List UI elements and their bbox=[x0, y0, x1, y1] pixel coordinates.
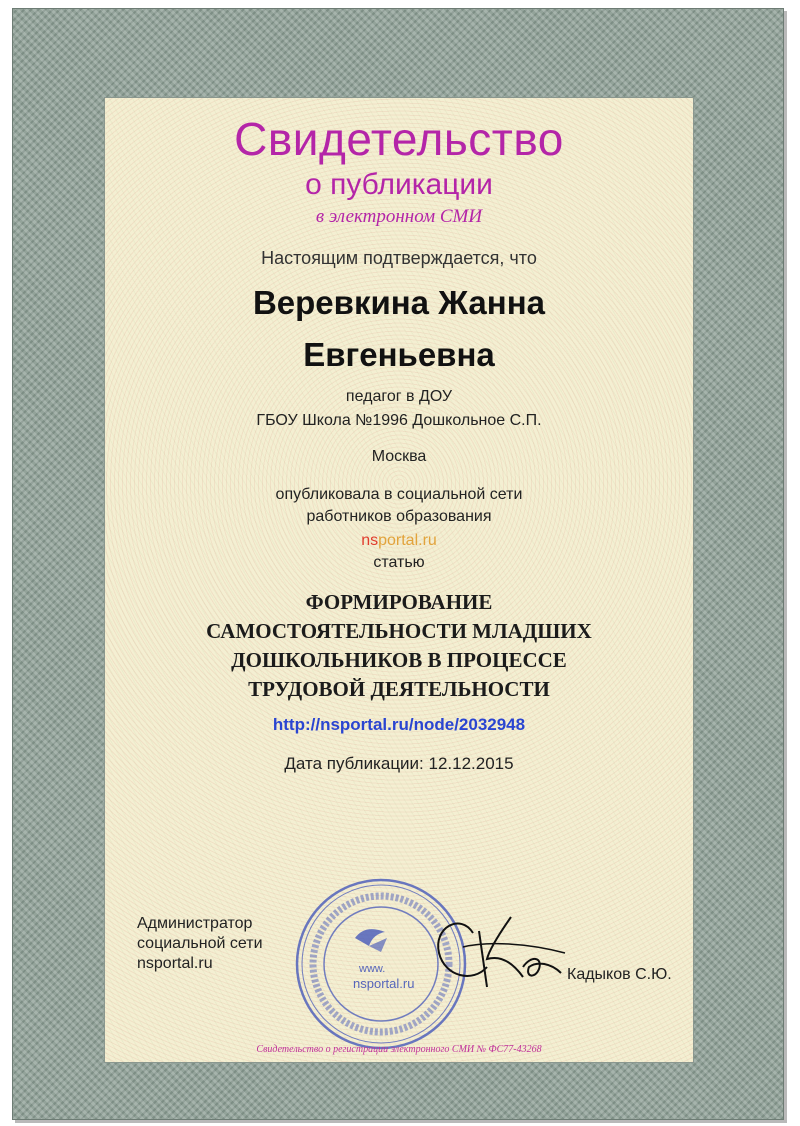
portal-name bbox=[105, 532, 693, 550]
article-title bbox=[165, 588, 633, 704]
publication-date: Дата публикации: 12.12.2015 bbox=[284, 754, 514, 773]
confirm-text: Настоящим подтверждается, что bbox=[261, 248, 537, 268]
published-text-line2: работников образования bbox=[306, 508, 492, 525]
admin-label-line2: социальной сети bbox=[137, 935, 263, 952]
certificate-title: Свидетельство bbox=[234, 113, 564, 165]
recipient-name-line2: Евгеньевна bbox=[303, 336, 495, 373]
recipient-city: Москва bbox=[371, 448, 427, 465]
signer-name: Кадыков С.Ю. bbox=[567, 966, 672, 983]
certificate-border bbox=[12, 8, 784, 1120]
signature-mark bbox=[427, 903, 569, 993]
admin-label bbox=[137, 914, 263, 974]
admin-label-line1: Администратор bbox=[137, 915, 253, 932]
recipient-position: педагог в ДОУ bbox=[345, 388, 453, 405]
published-text-line1: опубликовала в социальной сети bbox=[275, 486, 523, 503]
portal-name-rest: portal.ru bbox=[378, 532, 437, 549]
article-title-line: ТРУДОВОЙ ДЕЯТЕЛЬНОСТИ bbox=[248, 677, 550, 701]
stamp-text-site: nsportal.ru bbox=[353, 976, 415, 991]
certificate-subtitle: о публикации bbox=[305, 168, 493, 201]
article-title-line: ДОШКОЛЬНИКОВ В ПРОЦЕССЕ bbox=[231, 648, 567, 672]
stamp-text-www: www. bbox=[359, 963, 386, 975]
recipient-school: ГБОУ Школа №1996 Дошкольное С.П. bbox=[256, 412, 542, 429]
certificate-subtitle-media: в электронном СМИ bbox=[315, 206, 483, 227]
portal-name-ns: ns bbox=[361, 532, 379, 549]
article-title-line: САМОСТОЯТЕЛЬНОСТИ МЛАДШИХ bbox=[206, 619, 592, 643]
registration-note: Свидетельство о регистрации электронного СМИ № ФС77-43268 bbox=[256, 1044, 542, 1055]
article-url-link[interactable]: http://nsportal.ru/node/2032948 bbox=[272, 715, 526, 734]
article-title-line: ФОРМИРОВАНИЕ bbox=[305, 590, 493, 614]
article-word: статью bbox=[373, 554, 425, 571]
certificate-body bbox=[104, 97, 694, 1063]
recipient-name-line1: Веревкина Жанна bbox=[252, 284, 546, 321]
admin-label-line3: nsportal.ru bbox=[137, 955, 213, 972]
